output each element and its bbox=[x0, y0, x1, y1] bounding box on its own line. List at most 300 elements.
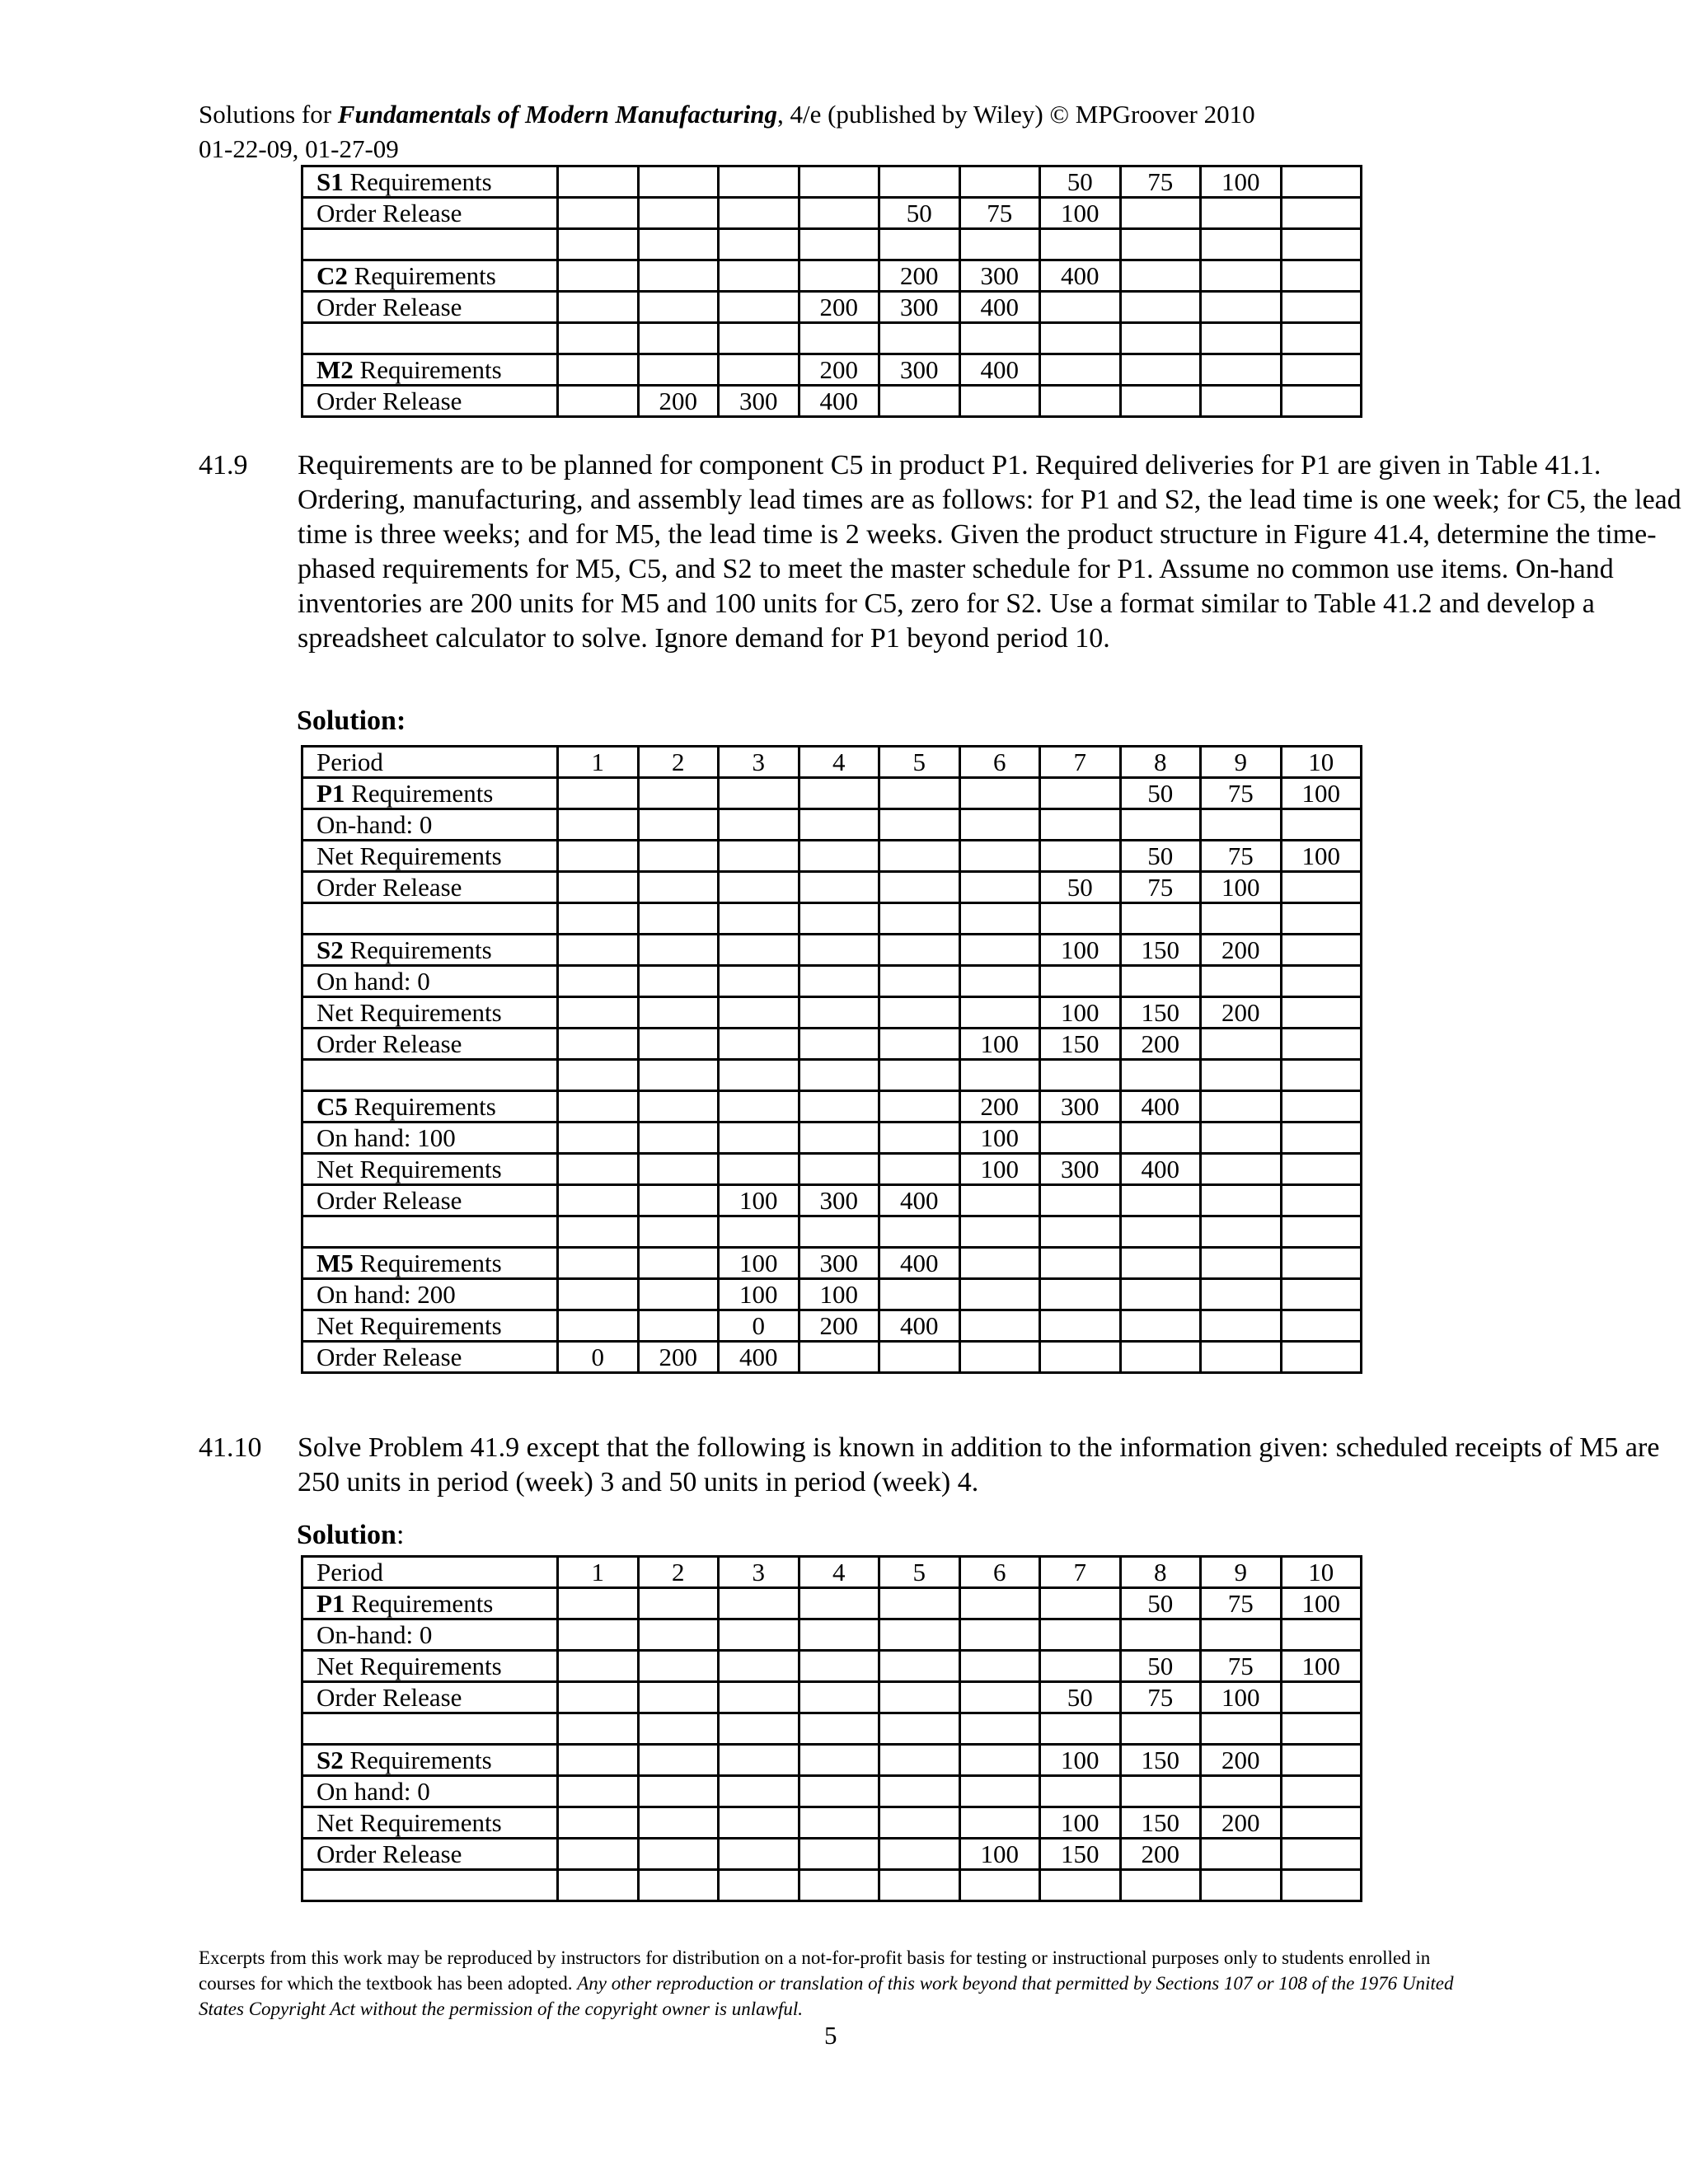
table-cell bbox=[879, 1154, 960, 1185]
table-cell bbox=[959, 841, 1040, 872]
table-row bbox=[302, 1651, 1362, 1682]
table-cell: 4 bbox=[799, 747, 879, 778]
table-cell bbox=[799, 997, 879, 1029]
table-cell bbox=[1040, 1185, 1121, 1216]
item-code: M2 bbox=[316, 355, 354, 384]
row-label-text: Requirements bbox=[347, 1092, 496, 1121]
table-cell bbox=[1120, 1279, 1201, 1310]
table-cell: 100 bbox=[719, 1185, 799, 1216]
table-cell bbox=[799, 1122, 879, 1154]
row-label-text: Net Requirements bbox=[316, 1808, 502, 1837]
table-cell bbox=[879, 1713, 960, 1745]
table-cell bbox=[1040, 1619, 1121, 1651]
row-label-text: Net Requirements bbox=[316, 1155, 502, 1183]
row-label-text: On-hand: 0 bbox=[316, 810, 433, 839]
solution-word: Solution bbox=[297, 1520, 396, 1550]
table-cell bbox=[799, 1029, 879, 1060]
table-cell bbox=[959, 935, 1040, 966]
table-cell bbox=[1120, 1060, 1201, 1091]
table-cell bbox=[638, 1588, 719, 1619]
row-label bbox=[302, 809, 558, 841]
table-cell bbox=[638, 1122, 719, 1154]
table-cell bbox=[638, 292, 719, 323]
table-cell bbox=[1281, 1154, 1362, 1185]
table-cell bbox=[1281, 1091, 1362, 1122]
table-cell bbox=[1201, 1619, 1282, 1651]
book-title: Fundamentals of Modern Manufacturing bbox=[337, 100, 777, 129]
table-row bbox=[302, 1310, 1362, 1342]
table-cell bbox=[558, 809, 639, 841]
table-cell bbox=[1281, 1619, 1362, 1651]
table-cell: 50 bbox=[1040, 166, 1121, 198]
table-cell bbox=[558, 1588, 639, 1619]
row-label-text: On-hand: 0 bbox=[316, 1620, 433, 1649]
table-cell bbox=[558, 292, 639, 323]
table-row bbox=[302, 166, 1362, 198]
table-cell bbox=[1040, 1588, 1121, 1619]
table-row bbox=[302, 1029, 1362, 1060]
table-cell bbox=[558, 1248, 639, 1279]
row-label-text: Order Release bbox=[316, 1683, 462, 1712]
row-label-text: Requirements bbox=[345, 1589, 494, 1618]
row-label-text: Order Release bbox=[316, 387, 462, 415]
table-cell bbox=[1201, 1091, 1282, 1122]
table-cell: 200 bbox=[799, 354, 879, 386]
table-cell bbox=[879, 1807, 960, 1839]
table-cell bbox=[558, 1310, 639, 1342]
table-cell bbox=[1120, 260, 1201, 292]
table-cell bbox=[1040, 1060, 1121, 1091]
table-cell bbox=[1281, 1248, 1362, 1279]
table-cell bbox=[959, 229, 1040, 260]
table-cell bbox=[638, 1713, 719, 1745]
table-cell: 50 bbox=[879, 198, 960, 229]
table-cell bbox=[638, 1776, 719, 1807]
table-cell bbox=[959, 1060, 1040, 1091]
table-cell bbox=[879, 1060, 960, 1091]
table-cell bbox=[1201, 1713, 1282, 1745]
table-cell bbox=[799, 1091, 879, 1122]
table-cell bbox=[1201, 229, 1282, 260]
table-cell bbox=[1281, 1216, 1362, 1248]
table-cell bbox=[799, 1060, 879, 1091]
table-cell bbox=[1201, 809, 1282, 841]
row-label bbox=[302, 323, 558, 354]
table-cell bbox=[1281, 1122, 1362, 1154]
row-label bbox=[302, 386, 558, 417]
table-cell bbox=[879, 1029, 960, 1060]
table-cell bbox=[1201, 1185, 1282, 1216]
table-cell bbox=[1281, 1310, 1362, 1342]
table-cell bbox=[638, 778, 719, 809]
table-cell bbox=[558, 354, 639, 386]
table-cell: 7 bbox=[1040, 1557, 1121, 1588]
page-header bbox=[199, 97, 1255, 166]
table-cell bbox=[799, 1807, 879, 1839]
table-cell bbox=[1040, 966, 1121, 997]
row-label-text: Requirements bbox=[353, 355, 502, 384]
table-cell bbox=[1120, 1310, 1201, 1342]
row-label-text: Requirements bbox=[347, 261, 496, 290]
table-cell bbox=[959, 778, 1040, 809]
row-label-text: On hand: 200 bbox=[316, 1280, 456, 1309]
table-cell bbox=[558, 1651, 639, 1682]
header-prefix: Solutions for bbox=[199, 100, 338, 129]
table-cell bbox=[1281, 354, 1362, 386]
table-cell bbox=[638, 903, 719, 935]
row-label bbox=[302, 1713, 558, 1745]
table-cell bbox=[638, 260, 719, 292]
table-cell bbox=[799, 872, 879, 903]
table-cell bbox=[959, 872, 1040, 903]
table-cell bbox=[959, 1619, 1040, 1651]
table-cell bbox=[1120, 809, 1201, 841]
table-cell bbox=[1040, 1342, 1121, 1373]
table-cell bbox=[719, 903, 799, 935]
table-cell bbox=[719, 1776, 799, 1807]
table-cell bbox=[799, 1588, 879, 1619]
table-cell: 200 bbox=[638, 1342, 719, 1373]
table-cell: 5 bbox=[879, 747, 960, 778]
table-cell: 400 bbox=[719, 1342, 799, 1373]
table-cell bbox=[799, 1870, 879, 1901]
table-cell: 100 bbox=[959, 1029, 1040, 1060]
table-cell: 200 bbox=[1120, 1839, 1201, 1870]
table-cell bbox=[558, 903, 639, 935]
table-cell bbox=[959, 1185, 1040, 1216]
table-cell bbox=[799, 323, 879, 354]
table-cell bbox=[638, 809, 719, 841]
table-cell bbox=[1201, 1154, 1282, 1185]
table-cell bbox=[558, 778, 639, 809]
footer-italic-text: Any other reproduction or translation of this work beyond that permitted by Sections 107 or 108 of the 1976 United States Copyright Act without the permission of the copyright owner is unlawful. bbox=[199, 1973, 1454, 2019]
table-cell bbox=[1201, 1279, 1282, 1310]
table-cell: 150 bbox=[1120, 997, 1201, 1029]
table-cell bbox=[879, 778, 960, 809]
footer-plain-text: Excerpts from this work may be reproduced by instructors for distribution on a not-for-profit basis for testing or instructional purposes only to students enrolled in courses for which the textbook has been adopted. bbox=[199, 1947, 1431, 1994]
table-cell bbox=[799, 260, 879, 292]
row-label bbox=[302, 778, 558, 809]
row-label bbox=[302, 1588, 558, 1619]
table-cell bbox=[638, 997, 719, 1029]
table-cell bbox=[1120, 1870, 1201, 1901]
table-cell: 100 bbox=[799, 1279, 879, 1310]
table-cell bbox=[719, 872, 799, 903]
row-label-text: On hand: 100 bbox=[316, 1123, 456, 1152]
table-cell bbox=[558, 1091, 639, 1122]
table-cell bbox=[1040, 386, 1121, 417]
table-row bbox=[302, 1185, 1362, 1216]
table-cell bbox=[719, 935, 799, 966]
table-cell bbox=[959, 1682, 1040, 1713]
table-cell bbox=[1201, 1310, 1282, 1342]
table-cell bbox=[1281, 198, 1362, 229]
item-code: S1 bbox=[316, 167, 344, 196]
table-cell: 400 bbox=[879, 1310, 960, 1342]
table-row bbox=[302, 1557, 1362, 1588]
item-code: S2 bbox=[316, 935, 344, 964]
row-label bbox=[302, 1682, 558, 1713]
table-cell bbox=[1281, 1682, 1362, 1713]
table-cell bbox=[1120, 386, 1201, 417]
table-cell bbox=[879, 1342, 960, 1373]
problem-number: 41.10 bbox=[199, 1432, 262, 1463]
row-label bbox=[302, 1745, 558, 1776]
table-cell: 5 bbox=[879, 1557, 960, 1588]
table-cell bbox=[1120, 966, 1201, 997]
table-cell bbox=[879, 166, 960, 198]
table-cell: 200 bbox=[638, 386, 719, 417]
table-cell: 50 bbox=[1120, 841, 1201, 872]
table-cell bbox=[719, 1807, 799, 1839]
table-cell bbox=[558, 1682, 639, 1713]
table-cell bbox=[879, 1216, 960, 1248]
table-cell bbox=[1040, 292, 1121, 323]
table-cell bbox=[879, 809, 960, 841]
table-cell bbox=[879, 1651, 960, 1682]
table-cell: 3 bbox=[719, 747, 799, 778]
table-cell bbox=[879, 872, 960, 903]
table-cell bbox=[719, 1619, 799, 1651]
table-row bbox=[302, 1807, 1362, 1839]
table-cell bbox=[638, 323, 719, 354]
row-label bbox=[302, 747, 558, 778]
table-cell bbox=[1040, 1122, 1121, 1154]
table-cell bbox=[879, 997, 960, 1029]
table-cell bbox=[558, 1279, 639, 1310]
table-cell bbox=[1281, 1029, 1362, 1060]
table-cell bbox=[558, 386, 639, 417]
table-cell: 400 bbox=[879, 1185, 960, 1216]
table-cell bbox=[638, 1310, 719, 1342]
table-row bbox=[302, 260, 1362, 292]
table-cell: 100 bbox=[959, 1839, 1040, 1870]
table-cell bbox=[959, 386, 1040, 417]
row-label-text: Net Requirements bbox=[316, 1652, 502, 1680]
table-cell bbox=[1040, 1651, 1121, 1682]
table-cell: 200 bbox=[1201, 1807, 1282, 1839]
table-cell bbox=[558, 1122, 639, 1154]
table-cell bbox=[879, 1870, 960, 1901]
table-cell bbox=[719, 1029, 799, 1060]
row-label bbox=[302, 1154, 558, 1185]
item-code: S2 bbox=[316, 1746, 344, 1774]
row-label-text: Period bbox=[316, 748, 383, 776]
table-cell bbox=[558, 841, 639, 872]
table-cell bbox=[558, 1745, 639, 1776]
table-cell: 100 bbox=[1040, 1745, 1121, 1776]
table-cell bbox=[558, 1060, 639, 1091]
table-cell bbox=[959, 1248, 1040, 1279]
row-label bbox=[302, 1310, 558, 1342]
row-label-text: Requirements bbox=[343, 935, 492, 964]
table-cell bbox=[799, 1713, 879, 1745]
table-cell: 150 bbox=[1040, 1839, 1121, 1870]
table-cell: 8 bbox=[1120, 747, 1201, 778]
table-cell: 0 bbox=[558, 1342, 639, 1373]
table-cell: 400 bbox=[959, 292, 1040, 323]
table-cell bbox=[959, 323, 1040, 354]
solution-colon: : bbox=[396, 1520, 405, 1550]
table-cell: 50 bbox=[1040, 872, 1121, 903]
mrp-table-41-9 bbox=[301, 745, 1362, 1374]
table-cell: 50 bbox=[1040, 1682, 1121, 1713]
table-cell: 75 bbox=[1201, 841, 1282, 872]
table-cell bbox=[558, 1870, 639, 1901]
table-row bbox=[302, 841, 1362, 872]
table-cell bbox=[1040, 1279, 1121, 1310]
table-cell: 200 bbox=[1201, 997, 1282, 1029]
item-code: M5 bbox=[316, 1249, 354, 1277]
table-cell: 200 bbox=[799, 1310, 879, 1342]
table-cell bbox=[799, 1619, 879, 1651]
row-label bbox=[302, 1776, 558, 1807]
table-cell: 200 bbox=[959, 1091, 1040, 1122]
table-cell bbox=[1281, 166, 1362, 198]
table-cell bbox=[1281, 1185, 1362, 1216]
table-cell bbox=[1120, 354, 1201, 386]
table-cell: 100 bbox=[959, 1154, 1040, 1185]
table-row bbox=[302, 1091, 1362, 1122]
table-cell bbox=[719, 1060, 799, 1091]
item-code: C5 bbox=[316, 1092, 348, 1121]
table-cell bbox=[719, 1682, 799, 1713]
table-cell: 300 bbox=[1040, 1154, 1121, 1185]
table-cell: 75 bbox=[1120, 872, 1201, 903]
table-cell bbox=[638, 1060, 719, 1091]
table-cell bbox=[558, 1839, 639, 1870]
table-cell: 100 bbox=[1201, 1682, 1282, 1713]
table-cell bbox=[638, 1619, 719, 1651]
table-cell bbox=[638, 1807, 719, 1839]
table-cell bbox=[1281, 1060, 1362, 1091]
table-cell bbox=[959, 809, 1040, 841]
table-cell bbox=[879, 1776, 960, 1807]
row-label bbox=[302, 1122, 558, 1154]
table-cell bbox=[638, 1870, 719, 1901]
row-label-text: Net Requirements bbox=[316, 1311, 502, 1340]
table-cell bbox=[879, 323, 960, 354]
table-cell bbox=[719, 1745, 799, 1776]
table-row bbox=[302, 1216, 1362, 1248]
table-row bbox=[302, 935, 1362, 966]
table-row bbox=[302, 1776, 1362, 1807]
table-cell bbox=[638, 1745, 719, 1776]
table-cell bbox=[799, 1839, 879, 1870]
table-cell bbox=[719, 166, 799, 198]
table-cell: 400 bbox=[799, 386, 879, 417]
table-cell bbox=[1120, 1248, 1201, 1279]
table-cell bbox=[1040, 1776, 1121, 1807]
table-cell: 300 bbox=[959, 260, 1040, 292]
table-cell bbox=[638, 872, 719, 903]
table-cell: 200 bbox=[1201, 1745, 1282, 1776]
table-cell bbox=[879, 1279, 960, 1310]
table-cell bbox=[959, 1216, 1040, 1248]
header-suffix: , 4/e (published by Wiley) © MPGroover 2010 bbox=[776, 100, 1255, 129]
table-cell: 300 bbox=[799, 1248, 879, 1279]
item-code: C2 bbox=[316, 261, 348, 290]
row-label bbox=[302, 166, 558, 198]
table-cell bbox=[1201, 260, 1282, 292]
table-cell bbox=[1120, 1122, 1201, 1154]
table-cell bbox=[1201, 1216, 1282, 1248]
table-cell bbox=[719, 229, 799, 260]
table-cell bbox=[1201, 966, 1282, 997]
table-cell bbox=[799, 841, 879, 872]
row-label bbox=[302, 872, 558, 903]
table-cell bbox=[638, 1185, 719, 1216]
mrp-table-41-10 bbox=[301, 1555, 1362, 1902]
table-cell bbox=[638, 1154, 719, 1185]
table-cell bbox=[719, 841, 799, 872]
table-cell bbox=[558, 1185, 639, 1216]
table-cell: 3 bbox=[719, 1557, 799, 1588]
table-row bbox=[302, 229, 1362, 260]
table-row bbox=[302, 872, 1362, 903]
table-cell bbox=[1040, 841, 1121, 872]
table-cell: 400 bbox=[1040, 260, 1121, 292]
table-cell bbox=[959, 1310, 1040, 1342]
row-label bbox=[302, 229, 558, 260]
table-cell bbox=[799, 809, 879, 841]
table-cell bbox=[1281, 229, 1362, 260]
table-cell: 100 bbox=[1040, 1807, 1121, 1839]
row-label-text: Requirements bbox=[345, 779, 494, 808]
table-cell bbox=[1281, 1839, 1362, 1870]
table-cell bbox=[879, 229, 960, 260]
row-label-text: Order Release bbox=[316, 1343, 462, 1371]
row-label-text: Net Requirements bbox=[316, 998, 502, 1027]
row-label-text: Requirements bbox=[343, 167, 492, 196]
table-cell: 200 bbox=[1120, 1029, 1201, 1060]
table-cell bbox=[638, 166, 719, 198]
table-row bbox=[302, 903, 1362, 935]
table-cell bbox=[799, 966, 879, 997]
table-cell: 75 bbox=[959, 198, 1040, 229]
row-label-text: Period bbox=[316, 1558, 383, 1586]
table-cell: 50 bbox=[1120, 1588, 1201, 1619]
table-cell: 150 bbox=[1120, 935, 1201, 966]
table-cell bbox=[959, 1745, 1040, 1776]
table-cell bbox=[638, 1279, 719, 1310]
row-label bbox=[302, 1248, 558, 1279]
table-cell bbox=[719, 778, 799, 809]
table-row bbox=[302, 323, 1362, 354]
table-row bbox=[302, 386, 1362, 417]
table-cell: 100 bbox=[1040, 935, 1121, 966]
item-code: P1 bbox=[316, 1589, 345, 1618]
table-cell bbox=[1120, 1185, 1201, 1216]
table-cell bbox=[1201, 386, 1282, 417]
table-cell: 9 bbox=[1201, 747, 1282, 778]
row-label-text: Order Release bbox=[316, 1029, 462, 1058]
table-cell: 100 bbox=[1281, 1651, 1362, 1682]
table-cell: 150 bbox=[1040, 1029, 1121, 1060]
row-label bbox=[302, 1216, 558, 1248]
table-cell: 100 bbox=[1281, 1588, 1362, 1619]
table-cell bbox=[558, 1619, 639, 1651]
table-row bbox=[302, 1619, 1362, 1651]
table-cell: 100 bbox=[719, 1279, 799, 1310]
table-cell bbox=[638, 1651, 719, 1682]
row-label bbox=[302, 903, 558, 935]
row-label bbox=[302, 1091, 558, 1122]
table-cell bbox=[719, 1870, 799, 1901]
table-cell bbox=[1281, 260, 1362, 292]
table-cell: 100 bbox=[1201, 166, 1282, 198]
table-cell bbox=[879, 1091, 960, 1122]
